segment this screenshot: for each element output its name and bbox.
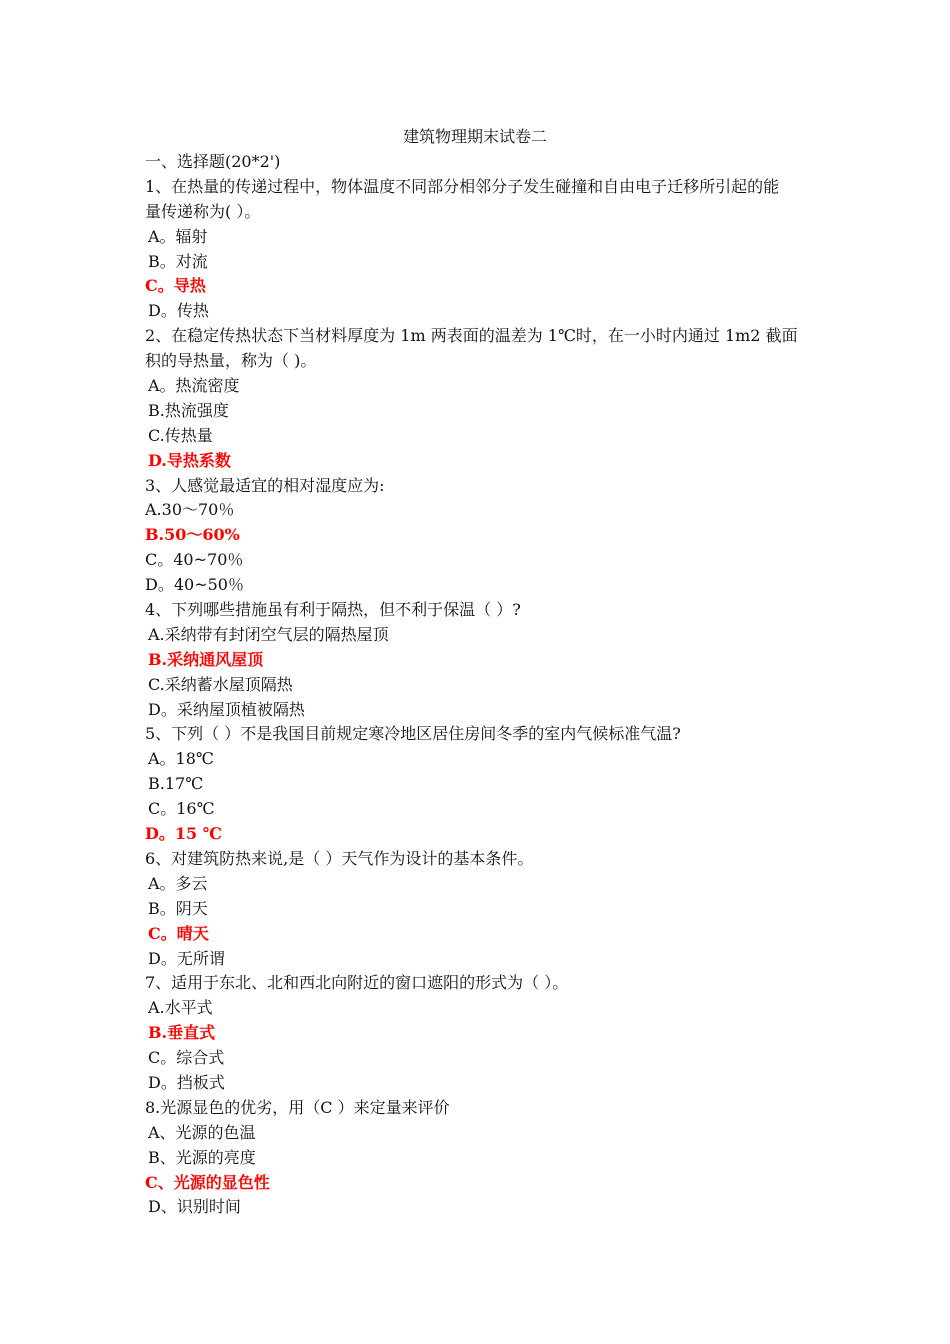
q7-option-d: D。挡板式 [148, 1072, 225, 1092]
q6-option-a: A。多云 [148, 873, 208, 893]
question-3-line-1: 3、人感觉最适宜的相对湿度应为: [145, 475, 385, 495]
q2-option-a: A。热流密度 [148, 376, 240, 396]
q5-option-a: A。18℃ [148, 749, 214, 769]
question-4-line-1: 4、下列哪些措施虽有利于隔热，但不利于保温（ ）? [145, 600, 521, 620]
q5-option-d-answer: D。15 ℃ [145, 824, 222, 844]
question-2-line-2: 积的导热量，称为（ )。 [145, 351, 317, 371]
document-title: 建筑物理期末试卷二 [402, 127, 547, 146]
q8-option-d: D、识别时间 [148, 1197, 241, 1217]
q7-option-b-answer: B.垂直式 [148, 1023, 216, 1043]
q2-option-d-answer: D.导热系数 [148, 450, 231, 470]
question-8-line-1: 8.光源显色的优劣，用（C ）来定量来评价 [145, 1097, 450, 1117]
q5-option-c: C。16℃ [148, 799, 215, 819]
q1-option-d: D。传热 [148, 301, 209, 321]
q1-option-a: A。辐射 [148, 226, 208, 246]
q4-option-b-answer: B.采纳通风屋顶 [148, 649, 264, 669]
q3-option-c: C。40~70％ [145, 550, 244, 570]
q5-option-b: B.17℃ [148, 774, 204, 794]
question-1-line-1: 1、在热量的传递过程中，物体温度不同部分相邻分子发生碰撞和自由电子迁移所引起的能 [145, 176, 780, 196]
q8-option-b: B、光源的亮度 [148, 1147, 256, 1167]
section-heading: 一、选择题(20*2') [145, 152, 281, 171]
question-5-line-1: 5、下列（ ）不是我国目前规定寒冷地区居住房间冬季的室内气候标准气温? [145, 724, 681, 744]
q6-option-c-answer: C。晴天 [148, 923, 209, 943]
question-1-line-2: 量传递称为( ）。 [145, 201, 261, 221]
q4-option-d: D。采纳屋顶植被隔热 [148, 699, 305, 719]
q1-option-b: B。对流 [148, 251, 208, 271]
q7-option-c: C。综合式 [148, 1048, 225, 1068]
q1-option-c-answer: C。导热 [145, 276, 206, 296]
question-7-line-1: 7、适用于东北、北和西北向附近的窗口遮阳的形式为（ ）。 [145, 973, 569, 993]
q6-option-d: D。无所谓 [148, 948, 225, 968]
q8-option-a: A、光源的色温 [148, 1122, 256, 1142]
q4-option-c: C.采纳蓄水屋顶隔热 [148, 674, 293, 694]
q3-option-d: D。40~50％ [145, 575, 244, 595]
question-6-line-1: 6、对建筑防热来说,是（ ）天气作为设计的基本条件。 [145, 848, 534, 868]
q2-option-c: C.传热量 [148, 425, 213, 445]
q3-option-b-answer: B.50～60% [145, 525, 240, 545]
exam-content [145, 150, 810, 1220]
q2-option-b: B.热流强度 [148, 400, 229, 420]
q8-option-c-answer: C、光源的显色性 [145, 1172, 270, 1192]
q7-option-a: A.水平式 [148, 998, 213, 1018]
q6-option-b: B。阴天 [148, 898, 208, 918]
q4-option-a: A.采纳带有封闭空气层的隔热屋顶 [148, 624, 389, 644]
question-2-line-1: 2、在稳定传热状态下当材料厚度为 1m 两表面的温差为 1℃时，在一小时内通过 1m2 截面 [145, 326, 798, 346]
q3-option-a: A.30～70％ [145, 500, 235, 520]
